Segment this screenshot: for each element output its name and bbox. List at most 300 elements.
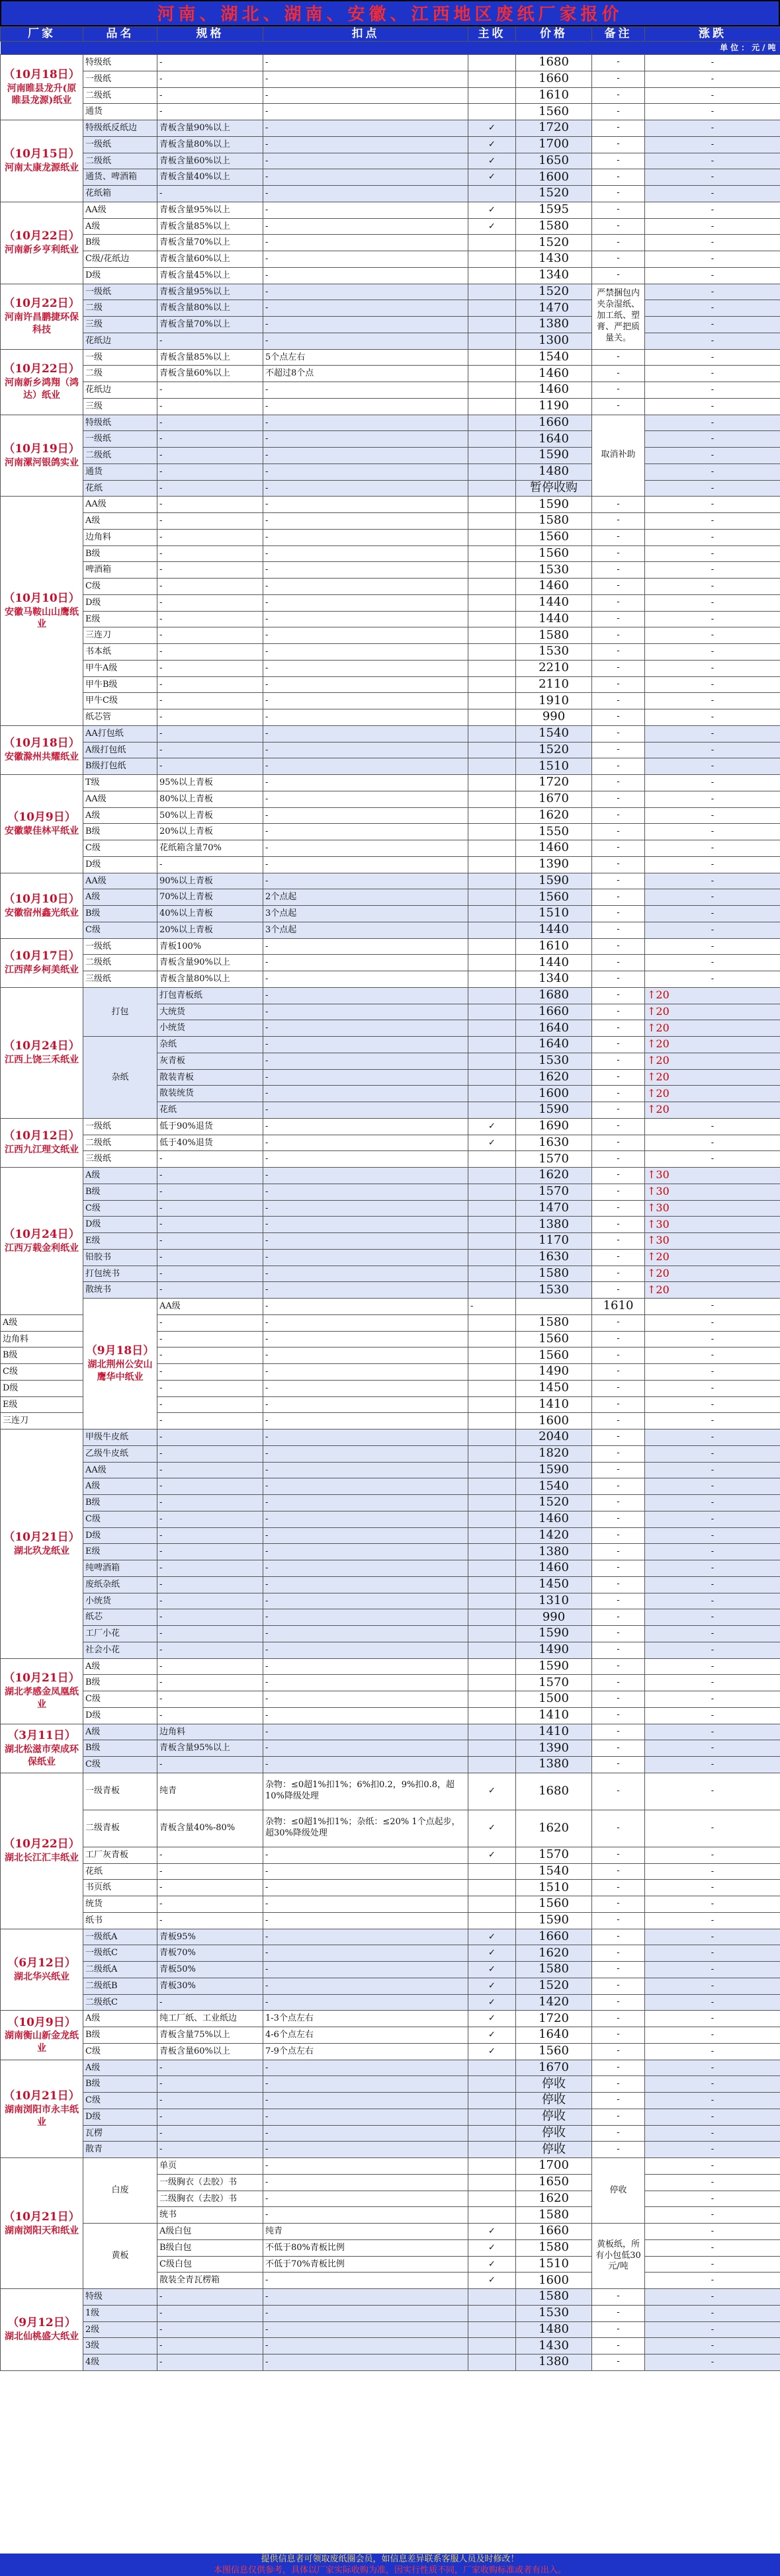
spec-cell: - [157,1544,263,1560]
price-cell: 1620 [516,807,592,824]
spec-cell: - [263,1299,468,1315]
note-cell: - [592,1495,645,1511]
price-cell: 1590 [516,1912,592,1929]
grade-cell: 乙级牛皮纸 [83,1445,157,1462]
main-mark [468,1429,516,1446]
grade-cell: AA级 [83,791,157,807]
grade-cell: 三级 [83,317,157,333]
grade-cell: 二级青板 [83,1810,157,1847]
factory-name: （10月22日） 湖北长江汇丰纸业 [1,1773,83,1929]
price-cell: 1510 [516,1880,592,1896]
spec-cell: 花纸箱含量70% [157,840,263,857]
spec-cell: - [157,1364,263,1381]
note-cell: - [645,1299,780,1315]
main-mark [468,2321,516,2338]
grade-cell: 二级纸 [83,1135,157,1151]
price-cell: 1620 [516,1810,592,1847]
note-cell: - [592,2093,645,2109]
change-cell: - [645,349,780,366]
table-row [1,251,780,268]
note-cell: - [592,398,645,415]
factory-name: （6月12日） 湖北华兴纸业 [1,1929,83,2011]
spec-cell: 青板含量70%以上 [157,235,263,251]
price-cell: 1680 [516,1773,592,1810]
note-cell: - [592,1020,645,1037]
price-cell: 1700 [516,136,592,153]
grade-cell: B级 [83,1740,157,1757]
grade-cell: C级 [83,1691,157,1708]
price-cell: 1460 [516,579,592,595]
spec-cell: - [157,1495,263,1511]
price-cell: 1380 [516,1217,592,1233]
spec-cell: - [157,1413,263,1429]
deduction-cell: - [263,1396,468,1413]
spec-cell: - [157,1200,263,1217]
note-cell: - [592,120,645,137]
deduction-cell: - [263,2109,468,2125]
change-cell: - [645,251,780,268]
deduction-cell: - [263,742,468,758]
main-mark [468,1233,516,1250]
deduction-cell: - [263,218,468,235]
main-mark [468,1462,516,1478]
main-mark [468,1642,516,1658]
table-row [1,1576,780,1593]
grade-cell: C级 [83,579,157,595]
price-cell: 1600 [516,1413,592,1429]
grade-cell: 废纸杂纸 [83,1576,157,1593]
table-row [1,1299,780,1315]
change-cell: - [645,2289,780,2306]
change-cell: - [645,2174,780,2191]
grade-cell: D级 [83,1527,157,1544]
main-mark [468,1314,516,1331]
grade-cell: 花纸边 [83,333,157,349]
deduction-cell: - [263,251,468,268]
main-mark [468,2355,516,2371]
main-mark: ✓ [468,2273,516,2289]
table-row [1,1151,780,1168]
factory-name: （10月10日） 安徽宿州鑫光纸业 [1,873,83,938]
price-cell: 1530 [516,1282,592,1299]
main-mark [468,366,516,382]
main-mark [468,284,516,300]
main-mark [468,938,516,955]
change-cell: ↑20 [645,1249,780,1266]
price-cell: 1590 [516,448,592,464]
table-row [1,153,780,169]
note-cell: - [592,2076,645,2093]
deduction-cell: - [263,562,468,579]
main-mark [468,1593,516,1609]
note-cell: - [592,1707,645,1724]
table-row [1,71,780,87]
note-cell: - [592,2043,645,2060]
main-mark [468,1396,516,1413]
spec-cell: - [157,448,263,464]
change-cell: - [645,1576,780,1593]
grade-cell: A级 [83,218,157,235]
note-cell: - [592,1978,645,1994]
deduction-cell: - [263,709,468,726]
spec-cell: 青板含量90%以上 [157,120,263,137]
price-cell: 1380 [516,2355,592,2371]
main-mark [468,1560,516,1577]
main-mark: ✓ [468,1978,516,1994]
note-cell: - [592,1994,645,2011]
deduction-cell: - [263,1847,468,1863]
main-mark [468,1184,516,1200]
change-cell: - [645,2305,780,2321]
main-mark [468,971,516,988]
main-mark [468,415,516,431]
price-cell: 2040 [516,1429,592,1446]
price-cell: 1460 [516,1560,592,1577]
spec-cell: - [157,1380,263,1396]
deduction-cell: - [263,1511,468,1527]
table-row [1,971,780,988]
grade-cell: B级 [83,906,157,922]
note-cell: - [592,1773,645,1810]
change-cell: - [645,1945,780,1962]
spec-cell: - [157,529,263,545]
main-mark [468,349,516,366]
change-cell: - [645,87,780,104]
price-cell: 1460 [516,382,592,399]
change-cell: - [645,1642,780,1658]
deduction-cell: - [263,1069,468,1086]
table-row [1,725,780,742]
spec-cell: 青板70% [157,1945,263,1962]
price-cell: 1410 [516,1396,592,1413]
table-row [1,1880,780,1896]
price-cell: 停收 [516,2093,592,2109]
main-mark [468,382,516,399]
table-row [1,398,780,415]
main-mark [468,1495,516,1511]
main-mark: ✓ [468,120,516,137]
price-cell: 1520 [516,1495,592,1511]
table-row [1,1912,780,1929]
price-cell: 1680 [516,55,592,71]
spec-cell: - [157,2338,263,2355]
deduction-cell: - [263,1994,468,2011]
main-mark [468,1724,516,1740]
factory-name: （10月22日） 河南许昌鹏捷环保科技 [1,284,83,349]
change-cell: - [645,627,780,644]
price-cell: 1410 [516,1724,592,1740]
price-cell: 1340 [516,971,592,988]
grade-cell: 散统书 [83,1282,157,1299]
grade-cell: 三级纸 [83,971,157,988]
spec-cell: 低于40%退货 [157,1135,263,1151]
note-cell: - [592,579,645,595]
price-cell: 1340 [516,267,592,284]
table-row [1,1896,780,1913]
main-mark [468,1331,516,1348]
table-row [1,497,780,513]
table-row [1,594,780,611]
price-cell: 1720 [516,2011,592,2027]
deduction-cell: - [263,758,468,775]
table-row [1,333,780,349]
spec-cell: 打包青板纸 [157,987,263,1004]
header-price: 价格 [516,27,592,42]
table-row [1,1168,780,1184]
grade-cell: 二级纸 [83,448,157,464]
note-cell: - [592,2011,645,2027]
note-cell: - [592,1527,645,1544]
grade-cell: 纸芯 [83,1609,157,1626]
deduction-cell: - [263,1962,468,1978]
main-mark [468,840,516,857]
deduction-cell: - [263,807,468,824]
note-cell: - [592,775,645,791]
main-mark [468,87,516,104]
spec-cell: 80%以上青板 [157,791,263,807]
price-cell: 1660 [516,1004,592,1020]
main-mark [468,104,516,120]
table-row [1,906,780,922]
price-cell: 1560 [516,889,592,906]
header-spec: 规格 [157,27,263,42]
header-deduction: 扣点 [263,27,468,42]
price-cell: 1560 [516,2043,592,2060]
change-cell: - [645,480,780,497]
deduction-cell: - [263,2060,468,2076]
change-cell: ↑20 [645,1102,780,1119]
deduction-cell: - [263,2289,468,2306]
change-cell: - [645,218,780,235]
main-mark [468,1413,516,1429]
main-mark: ✓ [468,218,516,235]
spec-cell: 青板含量85%以上 [157,218,263,235]
deduction-cell: - [263,1593,468,1609]
deduction-cell: - [263,627,468,644]
change-cell: ↑20 [645,1020,780,1037]
table-row [1,382,780,399]
grade-cell: 花纸箱 [83,186,157,202]
grade-cell: 一级 [83,349,157,366]
spec-cell: - [157,1863,263,1880]
price-cell: 1610 [592,1299,645,1315]
main-mark [468,448,516,464]
change-cell: - [645,300,780,317]
spec-cell: 70%以上青板 [157,889,263,906]
note-cell: - [592,644,645,661]
change-cell: ↑20 [645,1053,780,1069]
deduction-cell: 1-3个点左右 [263,2011,468,2027]
main-mark: ✓ [468,1118,516,1135]
price-cell: 1700 [516,2158,592,2175]
main-mark [468,594,516,611]
price-cell: 1640 [516,1037,592,1053]
factory-name: （10月15日） 河南太康龙源纸业 [1,120,83,202]
deduction-cell: - [263,1912,468,1929]
grade-cell: C级 [83,922,157,938]
grade-cell: 铅胶书 [83,1249,157,1266]
spec-cell: - [157,55,263,71]
deduction-cell: 3个点起 [263,922,468,938]
grade-cell: A级 [83,807,157,824]
main-mark [468,2142,516,2158]
deduction-cell: 7-9个点左右 [263,2043,468,2060]
deduction-cell: - [263,1576,468,1593]
note-cell: - [592,251,645,268]
grade-cell: 边角料 [83,529,157,545]
note-cell: - [592,906,645,922]
main-mark [468,856,516,873]
price-cell: 1680 [516,987,592,1004]
price-cell: 1520 [516,235,592,251]
grade-cell: 一级纸A [83,1929,157,1945]
change-cell: - [645,529,780,545]
main-mark: ✓ [468,2027,516,2044]
table-row [1,235,780,251]
main-mark: ✓ [468,1929,516,1945]
spec-cell: 二级胸衣（去胶）书 [157,2191,263,2207]
spec-cell: 青板含量95%以上 [157,202,263,218]
deduction-cell: - [263,1675,468,1691]
change-cell: - [645,2011,780,2027]
main-mark [468,300,516,317]
main-mark [468,922,516,938]
deduction-cell: 纯青 [263,2224,468,2240]
price-cell: 1580 [516,2289,592,2306]
spec-cell: 青板含量95%以上 [157,284,263,300]
note-cell: - [592,1593,645,1609]
change-cell: - [645,366,780,382]
price-cell: 1650 [516,153,592,169]
grade-cell: 通货 [83,104,157,120]
deduction-cell: - [263,725,468,742]
spec-cell: 单页 [157,2158,263,2175]
note-cell: - [592,1053,645,1069]
spec-cell: A级白包 [157,2224,263,2240]
main-mark [468,2125,516,2142]
header-grade: 品名 [83,27,157,42]
spec-cell: - [157,742,263,758]
grade-cell: 特级 [83,2289,157,2306]
deduction-cell: 2个点起 [263,889,468,906]
price-cell: 1380 [516,1544,592,1560]
table-row [1,1642,780,1658]
change-cell: - [645,431,780,448]
price-cell: 1540 [516,349,592,366]
main-mark [468,1020,516,1037]
factory-name: （10月19日） 河南漯河银鸽实业 [1,415,83,497]
table-row [1,513,780,530]
table-row [1,2224,780,2240]
price-cell: 1430 [516,251,592,268]
note-cell: - [592,1004,645,1020]
main-mark [468,2191,516,2207]
deduction-cell: - [263,1626,468,1642]
main-mark [468,1037,516,1053]
change-cell: - [645,1847,780,1863]
spec-cell: - [157,333,263,349]
grade-cell: 三级纸 [83,1151,157,1168]
main-mark [468,1912,516,1929]
price-cell: 1580 [516,2239,592,2256]
grade-cell: D级 [83,267,157,284]
change-cell: - [645,2027,780,2044]
spec-cell: - [157,1249,263,1266]
grade-cell: 一级纸 [83,284,157,300]
factory-name: （9月12日） 湖北仙桃盛大纸业 [1,2289,83,2371]
spec-cell: 青板含量95%以上 [157,1740,263,1757]
change-cell: - [645,1626,780,1642]
grade-cell: 工厂灰青板 [83,1847,157,1863]
main-mark [468,2305,516,2321]
deduction-cell: - [263,676,468,693]
spec-cell: 青板含量45%以上 [157,267,263,284]
grade-cell: 一级纸 [83,938,157,955]
change-cell: - [645,922,780,938]
spec-cell: 40%以上青板 [157,906,263,922]
note-cell: - [592,1380,645,1396]
note-cell: - [592,1880,645,1896]
note-cell: 停收 [592,2158,645,2224]
price-cell: 1580 [516,218,592,235]
price-cell: 1560 [516,1331,592,1348]
note-cell: - [592,922,645,938]
spec-cell: - [157,1691,263,1708]
spec-cell: - [157,2109,263,2125]
grade-cell: 社会小花 [83,1642,157,1658]
grade-cell: 纸芯管 [83,709,157,726]
grade-cell: B级打包纸 [83,758,157,775]
table-row [1,1184,780,1200]
table-row [1,55,780,71]
grade-cell: 边角料 [1,1331,83,1348]
main-mark [468,1380,516,1396]
change-cell: - [645,186,780,202]
deduction-cell: - [263,791,468,807]
change-cell: - [645,2060,780,2076]
spec-cell: - [157,1462,263,1478]
table-row [1,529,780,545]
main-mark [468,333,516,349]
price-cell: 1540 [516,1478,592,1495]
table-row [1,1691,780,1708]
price-cell: 1610 [516,938,592,955]
note-cell: - [592,1609,645,1626]
table-row [1,1495,780,1511]
main-mark [468,251,516,268]
note-cell: - [592,497,645,513]
price-cell: 1540 [516,725,592,742]
price-cell: 1720 [516,120,592,137]
price-cell: 1560 [516,545,592,562]
grade-cell: 三连刀 [1,1413,83,1429]
price-cell: 1510 [516,758,592,775]
price-cell: 1520 [516,284,592,300]
price-cell: 1820 [516,1445,592,1462]
grade-cell: C级 [83,1200,157,1217]
change-cell: - [645,1707,780,1724]
price-cell: 1480 [516,463,592,480]
price-cell: 暂停收购 [516,480,592,497]
factory-name: （10月10日） 安徽马鞍山山鹰纸业 [1,497,83,726]
note-cell: - [592,1135,645,1151]
grade-cell: 三连刀 [83,627,157,644]
change-cell: - [645,284,780,300]
main-mark [468,71,516,87]
note-cell: - [592,169,645,186]
grade-cell: E级 [1,1396,83,1413]
deduction-cell: 不超过8个点 [263,366,468,382]
